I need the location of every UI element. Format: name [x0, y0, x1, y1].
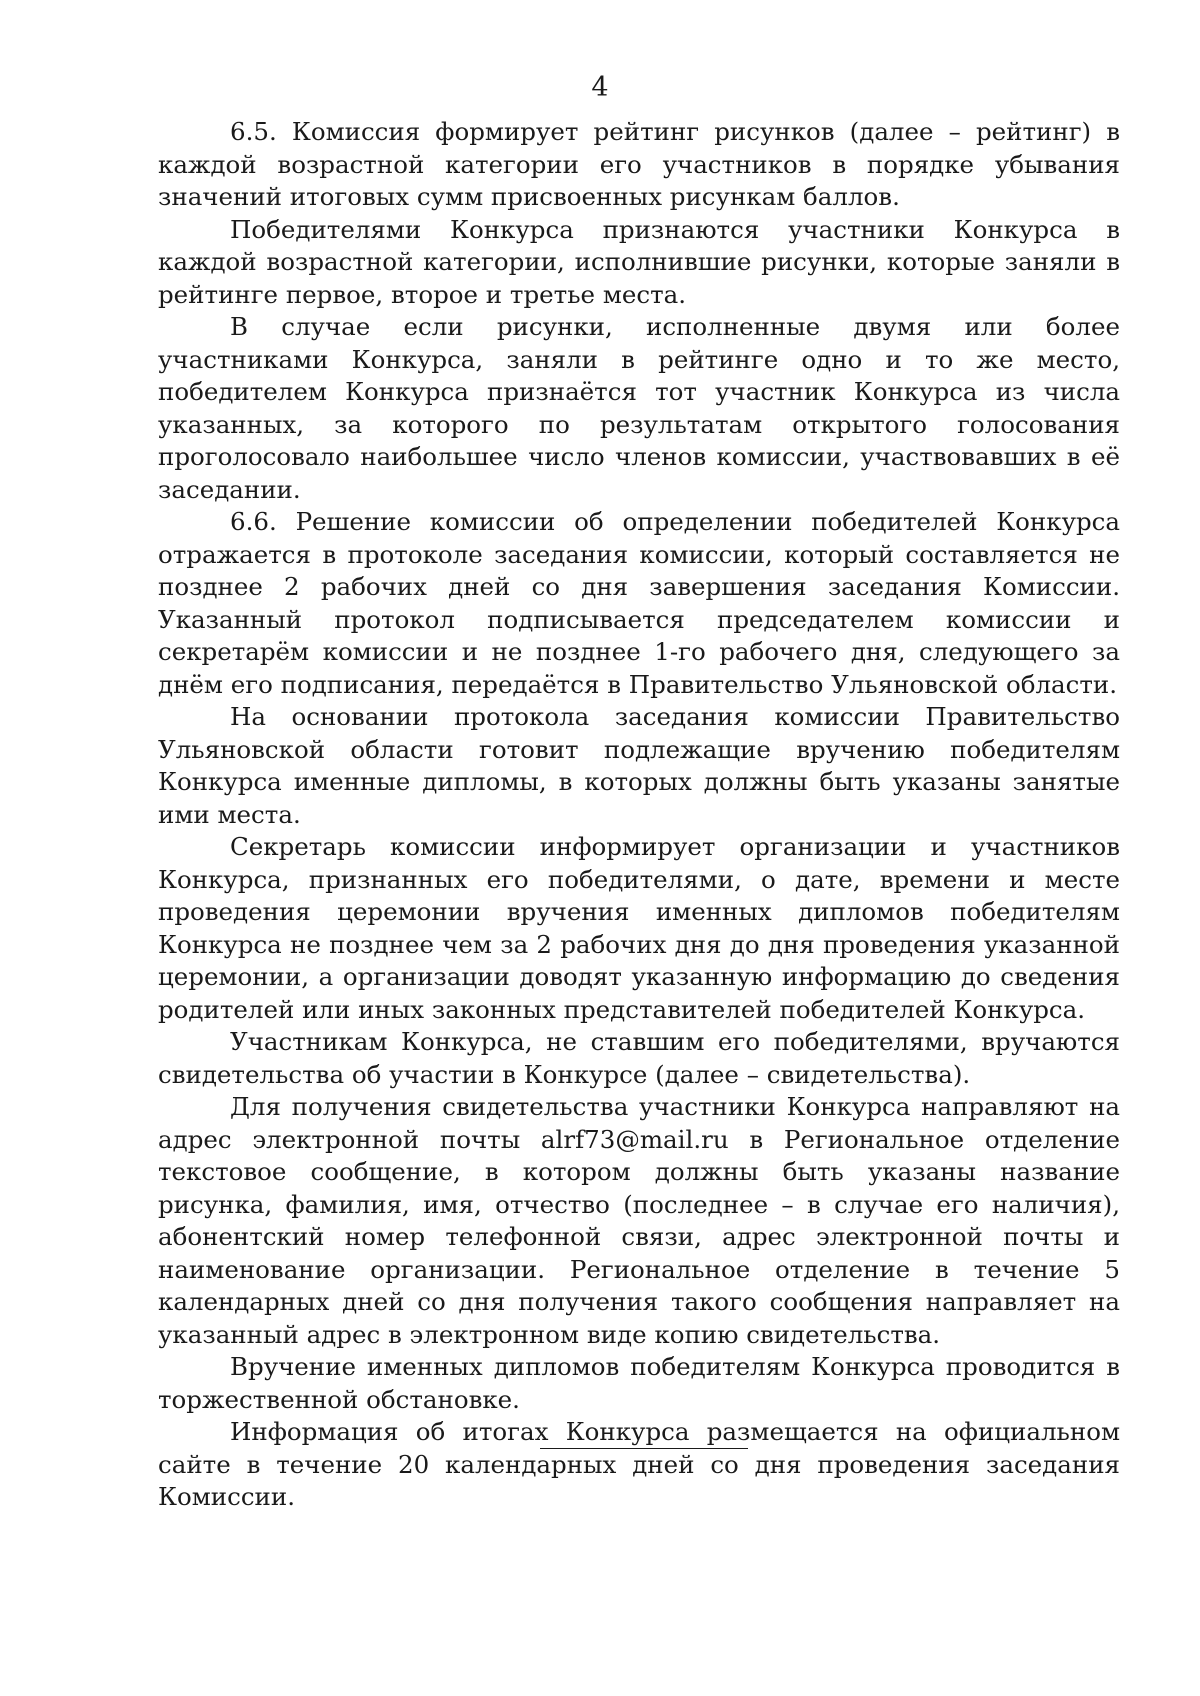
page-number: 4 [591, 72, 609, 103]
paragraph-tie-rule: В случае если рисунки, исполненные двумя или более участниками Конкурса, заняли в рейтинге одно и то же место, победителем Конкурса признаётся тот участник Конкурса из числа указанных, за которого по результатам открытого голосования проголосовало наибольшее число членов комиссии, участвовавших в её заседании. [158, 312, 1120, 504]
paragraph-winners: Победителями Конкурса признаются участники Конкурса в каждой возрастной категории, исполнившие рисунки, которые заняли в рейтинге первое, второе и третье места. [158, 214, 1120, 309]
paragraph-certificate-request: Для получения свидетельства участники Конкурса направляют на адрес электронной почты alrf73@mail.ru в Региональное отделение текстовое сообщение, в котором должны быть указаны название рисунка, фамилия, имя, отчество (последнее – в случае его наличия), абонентский номер телефонной связи, адрес электронной почты и наименование организации. Региональное отделение в течение 5 календарных дней со дня получения такого сообщения направляет на указанный адрес в электронном виде копию свидетельства. [158, 1092, 1120, 1349]
document-body [158, 116, 1120, 1514]
paragraph-6-5-rating: 6.5. Комиссия формирует рейтинг рисунков (далее – рейтинг) в каждой возрастной категории его участников в порядке убывания значений итоговых сумм присвоенных рисункам баллов. [158, 117, 1120, 211]
paragraph-secretary-informs: Секретарь комиссии информирует организации и участников Конкурса, признанных его победителями, о дате, времени и месте проведения церемонии вручения именных дипломов победителям Конкурса не позднее чем за 2 рабочих дня до дня проведения указанной церемонии, а организации доводят указанную информацию до сведения родителей или иных законных представителей победителей Конкурса. [158, 832, 1120, 1024]
paragraph-diplomas: На основании протокола заседания комиссии Правительство Ульяновской области готовит подлежащие вручению победителям Конкурса именные дипломы, в которых должны быть указаны занятые ими места. [158, 702, 1120, 829]
paragraph-certificates: Участникам Конкурса, не ставшим его победителями, вручаются свидетельства об участии в Конкурсе (далее – свидетельства). [158, 1027, 1120, 1089]
paragraph-ceremony: Вручение именных дипломов победителям Конкурса проводится в торжественной обстановке. [158, 1352, 1120, 1414]
paragraph-results-info: Информация об итогах Конкурса размещается на официальном сайте в течение 20 календарных дней со дня проведения заседания Комиссии. [158, 1417, 1120, 1511]
paragraph-6-6-protocol: 6.6. Решение комиссии об определении победителей Конкурса отражается в протоколе заседания комиссии, который составляется не позднее 2 рабочих дней со дня завершения заседания Комиссии. Указанный протокол подписывается председателем комиссии и секретарём комиссии и не позднее 1-го рабочего дня, следующего за днём его подписания, передаётся в Правительство Ульяновской области. [158, 507, 1120, 699]
end-separator-line [540, 1448, 748, 1449]
